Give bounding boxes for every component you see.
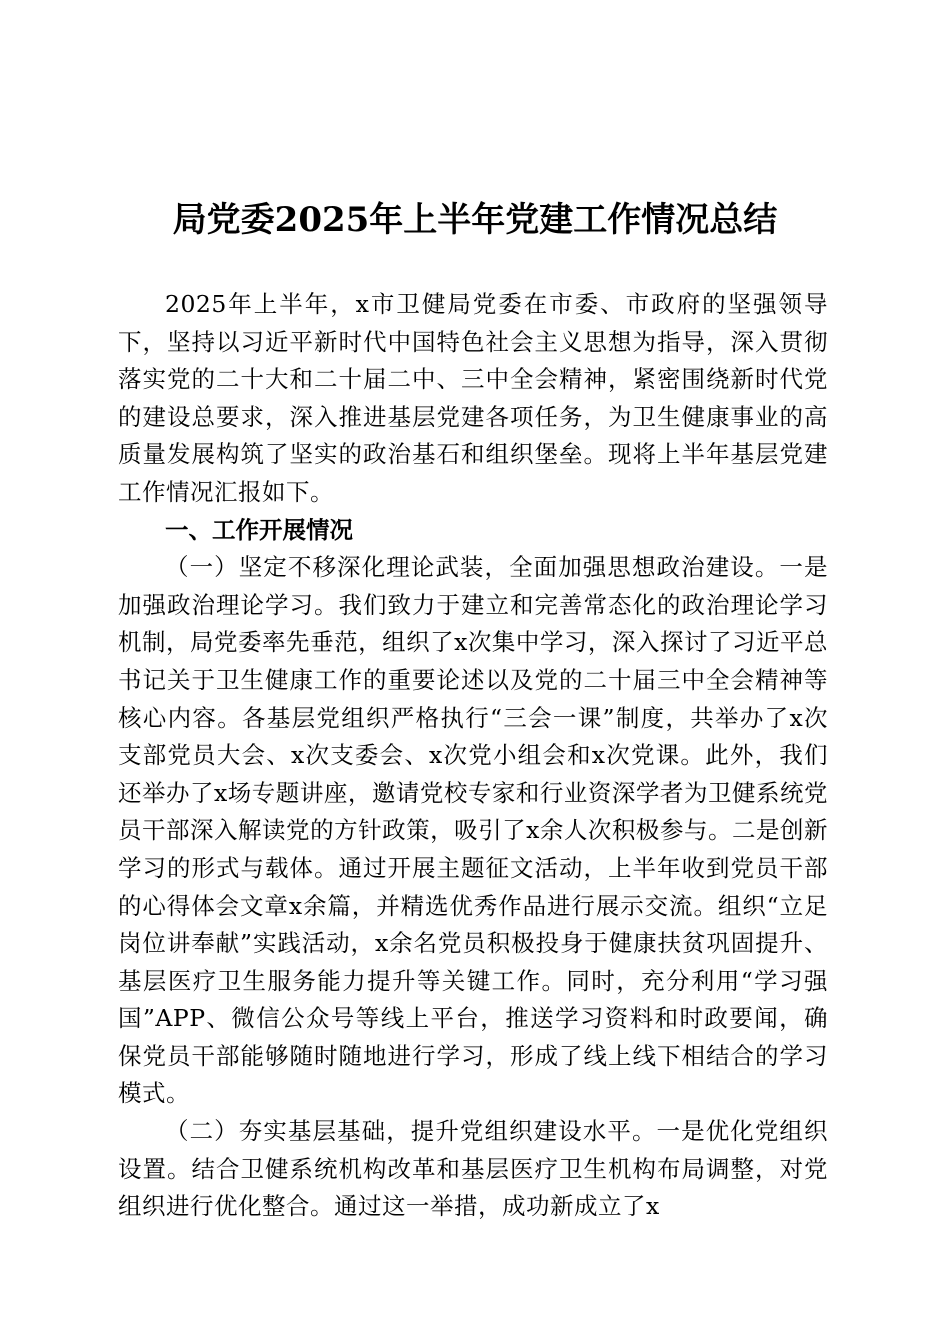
intro-paragraph: 2025年上半年，x市卫健局党委在市委、市政府的坚强领导下，坚持以习近平新时代中国特色社会主义思想为指导，深入贯彻落实党的二十大和二十届二中、三中全会精神，紧密围绕新时代党的建设总要求，深入推进基层党建各项任务，为卫生健康事业的高质量发展构筑了坚实的政治基石和组织堡垒。现将上半年基层党建工作情况汇报如下。	[118, 290, 828, 506]
section-paragraph-2: （二）夯实基层基础，提升党组织建设水平。一是优化党组织设置。结合卫健系统机构改革和基层医疗卫生机构布局调整，对党组织进行优化整合。通过这一举措，成功新成立了x	[118, 1117, 828, 1221]
document-title: 局党委2025年上半年党建工作情况总结	[172, 200, 778, 240]
section-heading: 一、工作开展情况	[165, 515, 353, 544]
document-body	[118, 286, 828, 1226]
section-paragraph-1: （一）坚定不移深化理论武装，全面加强思想政治建设。一是加强政治理论学习。我们致力于建立和完善常态化的政治理论学习机制，局党委率先垂范，组织了x次集中学习，深入探讨了习近平总书记关于卫生健康工作的重要论述以及党的二十届三中全会精神等核心内容。各基层党组织严格执行“三会一课”制度，共举办了x次支部党员大会、x次支委会、x次党小组会和x次党课。此外，我们还举办了x场专题讲座，邀请党校专家和行业资深学者为卫健系统党员干部深入解读党的方针政策，吸引了x余人次积极参与。二是创新学习的形式与载体。通过开展主题征文活动，上半年收到党员干部的心得体会文章x余篇，并精选优秀作品进行展示交流。组织“立足岗位讲奉献”实践活动，x余名党员积极投身于健康扶贫巩固提升、基层医疗卫生服务能力提升等关键工作。同时，充分利用“学习强国”APP、微信公众号等线上平台，推送学习资料和时政要闻，确保党员干部能够随时随地进行学习，形成了线上线下相结合的学习模式。	[118, 553, 828, 1108]
